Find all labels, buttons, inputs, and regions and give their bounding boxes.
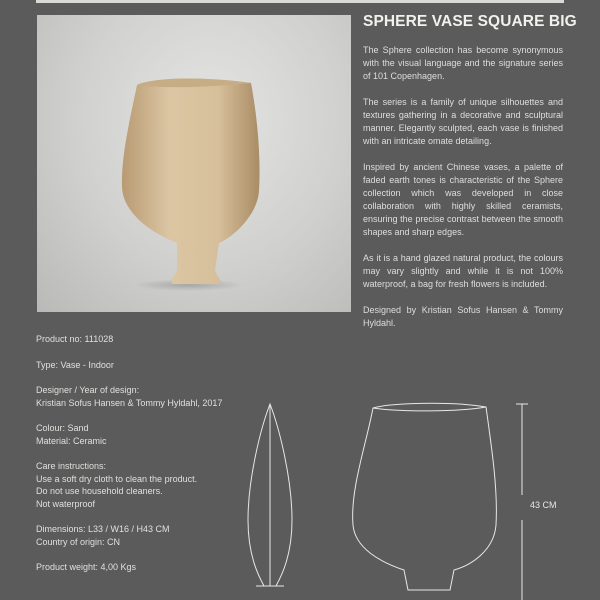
dimensions: Dimensions: L33 / W16 / H43 CM: [36, 524, 170, 534]
side-view-outline: [248, 404, 292, 586]
product-photo: [37, 15, 351, 312]
colour: Colour: Sand: [36, 423, 89, 433]
care-line: Use a soft dry cloth to clean the product.: [36, 473, 198, 484]
front-view-outline: [353, 403, 497, 590]
care-line: Not waterproof: [36, 498, 96, 509]
product-number: Product no: 111028: [36, 334, 114, 344]
spec-list: [36, 333, 256, 574]
description-paragraph: The series is a family of unique silhouettes and textures gathering in a decorative and sculptural manner. Elegantly sculpted, each vase is finished with an intricate omate detailing.: [363, 97, 563, 146]
product-description: [363, 44, 563, 343]
care-line: Do not use household cleaners.: [36, 486, 163, 496]
height-label: 43 CM: [530, 500, 557, 510]
product-type: Type: Vase - Indoor: [36, 359, 114, 370]
vase-image: [37, 15, 351, 312]
country-of-origin: Country of origin: CN: [36, 536, 121, 547]
product-title: SPHERE VASE SQUARE BIG: [363, 13, 577, 30]
material: Material: Ceramic: [36, 435, 107, 446]
designer-label: Designer / Year of design:: [36, 385, 140, 395]
description-paragraph: As it is a hand glazed natural product, the colours may vary slightly and while it is not 100% waterproof, a bag for fresh flowers is included.: [363, 253, 563, 289]
technical-drawing: [240, 390, 570, 600]
description-paragraph: Inspired by ancient Chinese vases, a palette of faded earth tones is characteristic of the Sphere collection which was developed in close collaboration with highly skilled ceramists, ensuring the precise contrast between the smooth shapes and sharp edges.: [363, 162, 563, 237]
product-weight: Product weight: 4,00 Kgs: [36, 562, 137, 572]
care-label: Care instructions:: [36, 461, 107, 471]
designer-value: Kristian Sofus Hansen & Tommy Hyldahl, 2017: [36, 397, 223, 408]
description-paragraph: The Sphere collection has become synonymous with the visual language and the signature series of 101 Copenhagen.: [363, 45, 563, 81]
top-rule: [36, 0, 564, 3]
height-dimension-line: [516, 404, 528, 600]
description-paragraph: Designed by Kristian Sofus Hansen & Tommy Hyldahl.: [363, 305, 563, 328]
